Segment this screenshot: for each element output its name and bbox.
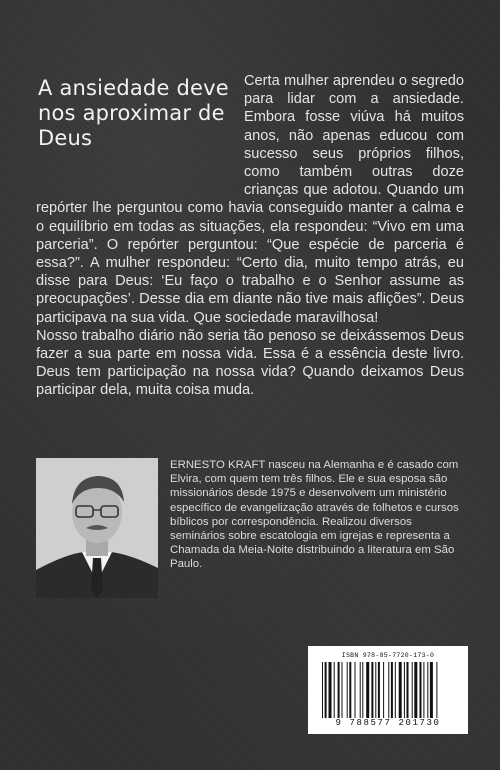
barcode-bars: [322, 662, 456, 718]
author-bio: ERNESTO KRAFT nasceu na Alemanha e é casado com Elvira, com quem tem três filhos. Ele e sua esposa são missionários desde 1975 e desenvolvem um ministério específico de evangelização através de folhetos e cursos bíblicos por correspondência. Realizou diversos seminários sobre escatologia em igrejas e representa a Chamada da Meia-Noite distribuindo a literatura em São Paulo.: [170, 459, 459, 571]
isbn-barcode: [308, 646, 468, 734]
author-photo: [36, 458, 158, 598]
headline-spacer: [36, 72, 244, 182]
story-text: [36, 72, 464, 400]
barcode-digits: 9 788577 201730: [335, 718, 441, 728]
story-paragraph-2: Nosso trabalho diário não seria tão penoso se deixássemos Deus fazer a sua parte em nossa vida. Essa é a essência deste livro. Deus tem participação na nossa vida? Quando deixamos Deus participar dela, muita coisa muda.: [36, 327, 464, 399]
story-paragraph-1: Certa mulher aprendeu o segredo para lidar com a ansiedade. Embora fosse viúva há muitos anos, não apenas educou com sucesso seus próprios filhos, como também outras doze crianças que adotou. Quando um repórter lhe perguntou como havia conseguido manter a calma e o equilíbrio em todas as situações, ela respondeu: “Vivo em uma parceria”. O repórter perguntou: “Que espécie de parceria é essa?”. A mulher respondeu: “Certo dia, muito tempo atrás, eu disse para Deus: ‘Eu faço o trabalho e o Senhor assume as preocupações’. Desse dia em diante não tive mais aflições”. Deus participava na sua vida. Que sociedade maravilhosa!: [36, 73, 464, 326]
headline: A ansiedade deve nos aproximar de Deus: [38, 76, 229, 150]
isbn-label: ISBN 978-85-7720-173-0: [341, 652, 435, 659]
